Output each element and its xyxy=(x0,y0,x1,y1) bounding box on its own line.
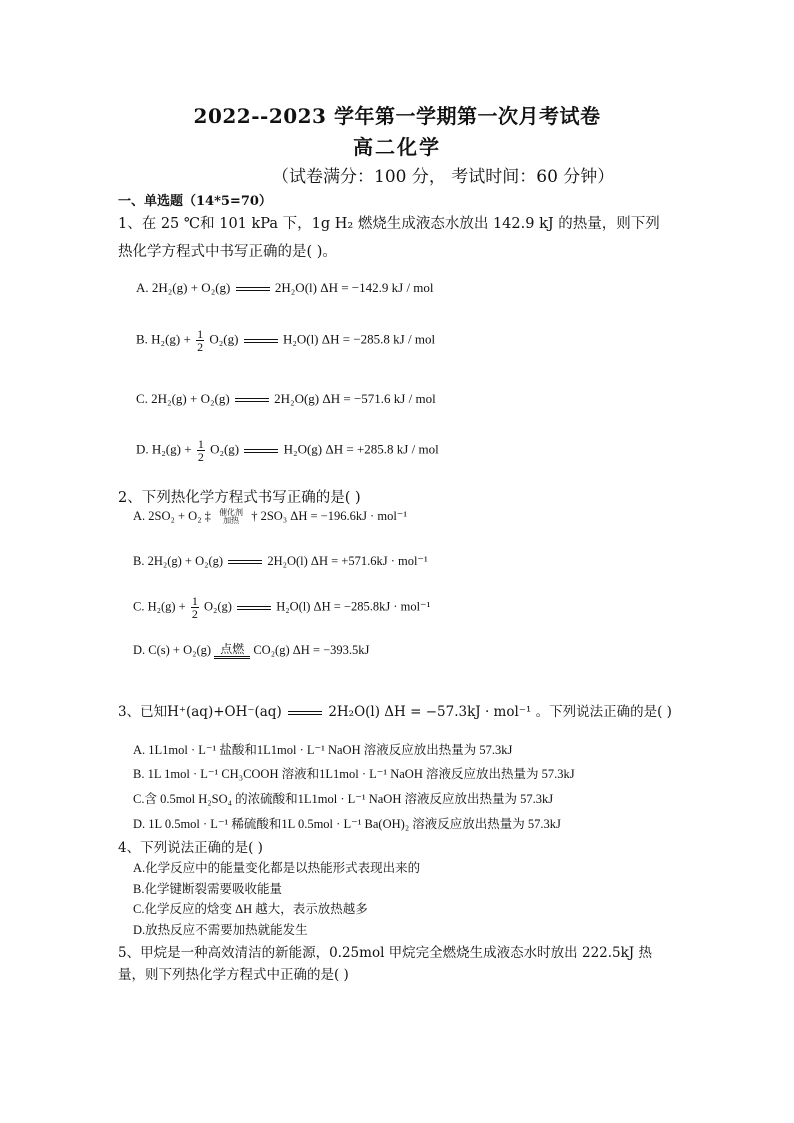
q4-stem: 4、下列说法正确的是( ) xyxy=(118,840,263,856)
products: H₂O(g) ΔH = +285.8 kJ / mol xyxy=(283,441,439,457)
q3-stem-reactants: 3、已知H⁺(aq)+OH⁻(aq) xyxy=(118,704,282,720)
q2-option-d xyxy=(133,643,369,659)
subject-title: 高二化学 xyxy=(353,135,441,159)
option-label: C. xyxy=(136,391,148,406)
q1-option-d xyxy=(136,438,439,463)
q4-option-b: B.化学键断裂需要吸收能量 xyxy=(133,882,282,896)
q1-option-a xyxy=(136,280,434,296)
q2-option-b xyxy=(133,553,428,569)
equals-sign xyxy=(244,449,278,453)
catalyst-label: 催化剂 xyxy=(219,508,244,518)
section-heading: 一、单选题（14*5=70） xyxy=(118,194,272,209)
option-label: B. xyxy=(133,554,145,568)
option-label: D. xyxy=(136,441,149,457)
reactants: 2H₂(g) + O₂(g) xyxy=(147,554,224,568)
reaction-conditions xyxy=(214,643,250,659)
reactant-o2: O₂(g) xyxy=(209,331,239,347)
reactants: H₂(g) + xyxy=(147,599,186,614)
option-label: B. xyxy=(136,331,148,347)
q3-option-c: C.含 0.5mol H₂SO₄ 的浓硫酸和1L1mol · L⁻¹ NaOH 溶液反应放出热量为 57.3kJ xyxy=(133,792,554,806)
reactants: H₂(g) + xyxy=(151,331,191,347)
q1-stem-line2: 热化学方程式中书写正确的是( )。 xyxy=(118,244,337,260)
fraction xyxy=(196,328,204,353)
equals-sign xyxy=(236,287,270,291)
option-label: C. xyxy=(133,599,145,614)
exam-title: 2022--2023 学年第一学期第一次月考试卷 xyxy=(193,104,601,128)
denominator: 2 xyxy=(191,607,198,621)
q2-option-c xyxy=(133,595,430,620)
q1-option-b xyxy=(136,328,435,353)
q5-stem-line1: 5、甲烷是一种高效清洁的新能源，0.25mol 甲烷完全燃烧生成液态水时放出 222.5kJ 热 xyxy=(118,945,653,961)
ignition-label: 点燃 xyxy=(214,643,250,659)
products: 2H₂O(l) ΔH = −142.9 kJ / mol xyxy=(274,280,434,295)
q3-option-a: A. 1L1mol · L⁻¹ 盐酸和1L1mol · L⁻¹ NaOH 溶液反应放出热量为 57.3kJ xyxy=(133,743,513,757)
q2-option-a xyxy=(133,508,407,525)
reactants: C(s) + O₂(g) xyxy=(148,643,212,657)
reactant-o2: O₂(g) xyxy=(210,441,240,457)
reaction-conditions xyxy=(214,509,248,525)
numerator: 1 xyxy=(191,594,198,608)
products: H₂O(l) ΔH = −285.8kJ · mol⁻¹ xyxy=(276,599,431,614)
option-label: A. xyxy=(136,280,149,295)
products: † 2SO₃ ΔH = −196.6kJ · mol⁻¹ xyxy=(251,509,408,523)
reactant-o2: O₂(g) xyxy=(203,599,232,614)
q4-option-a: A.化学反应中的能量变化都是以热能形式表现出来的 xyxy=(133,861,421,875)
denominator: 2 xyxy=(197,450,204,464)
exam-info: （试卷满分：100 分， 考试时间：60 分钟） xyxy=(272,167,615,187)
q3-option-d: D. 1L 0.5mol · L⁻¹ 稀硫酸和1L 0.5mol · L⁻¹ Ba(OH)₂ 溶液反应放出热量为 57.3kJ xyxy=(133,817,561,831)
products: 2H₂O(g) ΔH = −571.6 kJ / mol xyxy=(274,391,436,406)
q3-stem xyxy=(118,700,672,720)
q4-option-d: D.放热反应不需要加热就能发生 xyxy=(133,923,308,937)
option-label: D. xyxy=(133,643,146,657)
q2-stem: 2、下列热化学方程式书写正确的是( ) xyxy=(118,490,361,506)
equals-sign xyxy=(244,339,278,343)
q5-stem-line2: 量，则下列热化学方程式中正确的是( ) xyxy=(118,967,349,983)
denominator: 2 xyxy=(197,340,204,354)
numerator: 1 xyxy=(197,437,204,451)
q3-stem-products: 2H₂O(l) ΔH = −57.3kJ · mol⁻¹ 。下列说法正确的是( ) xyxy=(328,704,672,720)
equals-sign xyxy=(288,711,322,715)
equals-sign xyxy=(228,560,262,564)
equals-sign xyxy=(235,398,269,402)
q3-option-b: B. 1L 1mol · L⁻¹ CH₃COOH 溶液和1L1mol · L⁻¹ NaOH 溶液反应放出热量为 57.3kJ xyxy=(133,767,575,781)
q1-stem-line1: 1、在 25 ℃和 101 kPa 下，1g H₂ 燃烧生成液态水放出 142.9 kJ 的热量，则下列 xyxy=(118,216,660,232)
products: H₂O(l) ΔH = −285.8 kJ / mol xyxy=(282,331,436,347)
q1-option-c xyxy=(136,391,436,407)
numerator: 1 xyxy=(197,327,204,341)
option-label: A. xyxy=(133,509,146,523)
fraction xyxy=(197,438,205,463)
reactants: 2H₂(g) + O₂(g) xyxy=(151,391,230,406)
equals-sign xyxy=(237,606,271,610)
q4-option-c: C.化学反应的焓变 ΔH 越大，表示放热越多 xyxy=(133,902,368,916)
products: 2H₂O(l) ΔH = +571.6kJ · mol⁻¹ xyxy=(267,554,428,568)
heating-label: 加热 xyxy=(223,516,240,526)
reactants: 2H₂(g) + O₂(g) xyxy=(151,280,231,295)
reactants: H₂(g) + xyxy=(151,441,192,457)
reactants: 2SO₂ + O₂ ‡ xyxy=(148,509,211,523)
fraction xyxy=(191,595,199,620)
products: CO₂(g) ΔH = −393.5kJ xyxy=(253,643,370,657)
